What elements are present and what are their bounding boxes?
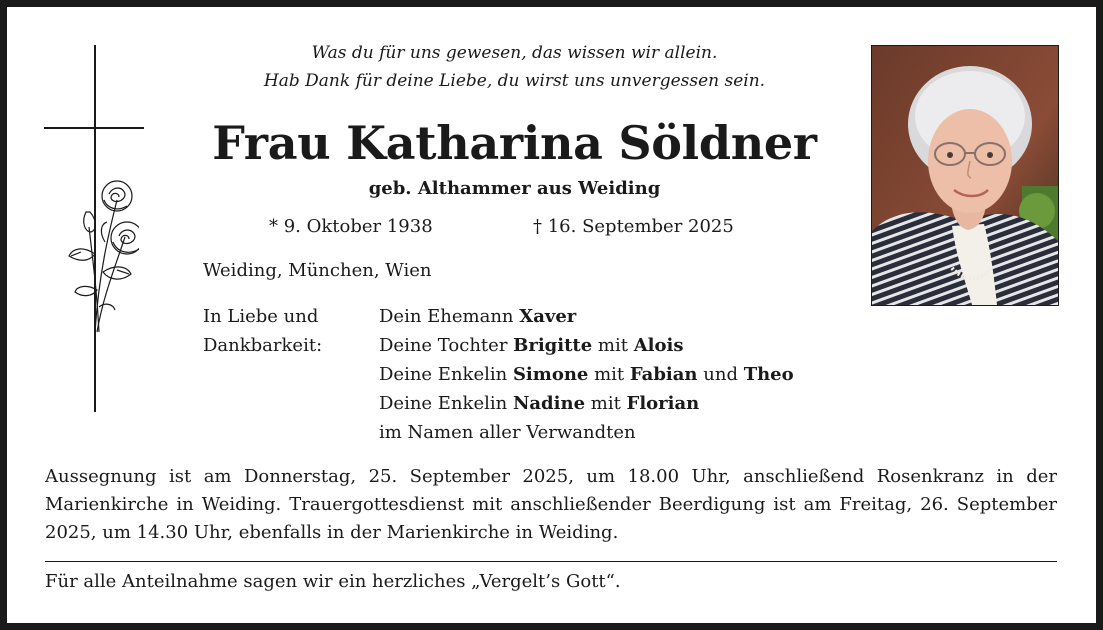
mourner-text: Deine Enkelin — [379, 393, 513, 414]
birth-name: geb. Althammer aus Weiding — [368, 178, 661, 199]
mourner-text: Dein Ehemann — [379, 306, 520, 327]
mourners-list — [379, 302, 794, 447]
mourner-text: mit — [585, 393, 627, 414]
mourner-name: Fabian — [629, 364, 698, 385]
service-details: Aussegnung ist am Donnerstag, 25. September 2025, um 18.00 Uhr, anschließend Rosenkranz in der Marienkirche in Weiding. Trauergottesdienst mit anschließender Beerdigung ist am Freitag, 26. September 2025, um 14.30 Uhr, ebenfalls in der Marienkirche in Weiding. — [45, 466, 1057, 543]
mourner-line — [379, 360, 794, 389]
mourners-label-line-1: In Liebe und — [203, 306, 319, 327]
mourner-name: Simone — [512, 364, 589, 385]
death-date: † 16. September 2025 — [533, 216, 734, 237]
mourner-line — [379, 418, 794, 447]
mourner-name: Brigitte — [513, 335, 593, 356]
deceased-name: Frau Katharina Söldner — [212, 116, 817, 170]
mourner-text: und — [697, 364, 744, 385]
mourners-label-line-2: Dankbarkeit: — [203, 335, 323, 356]
mourner-name: Florian — [626, 393, 700, 414]
cross-horizontal-bar — [44, 127, 144, 129]
mourner-name: Nadine — [512, 393, 586, 414]
places: Weiding, München, Wien — [203, 260, 432, 281]
portrait-photo — [871, 45, 1059, 306]
mourner-text: Deine Enkelin — [379, 364, 513, 385]
mourner-name: Theo — [743, 364, 794, 385]
mourner-line — [379, 389, 794, 418]
roses-icon — [59, 172, 139, 337]
divider — [45, 561, 1057, 562]
mourner-name: Xaver — [519, 306, 577, 327]
mourner-line — [379, 331, 794, 360]
mourner-name: Alois — [633, 335, 684, 356]
birth-date: * 9. Oktober 1938 — [269, 216, 433, 237]
obituary-card — [7, 7, 1096, 623]
quote-line-1: Was du für uns gewesen, das wissen wir allein. — [311, 43, 718, 63]
mourner-line — [379, 302, 794, 331]
mourner-text: im Namen aller Verwandten — [379, 422, 636, 443]
mourner-text: mit — [592, 335, 634, 356]
mourner-text: Deine Tochter — [379, 335, 514, 356]
quote-line-2: Hab Dank für deine Liebe, du wirst uns unvergessen sein. — [263, 71, 766, 91]
mourner-text: mit — [588, 364, 630, 385]
thanks-note: Für alle Anteilnahme sagen wir ein herzliches „Vergelt’s Gott“. — [45, 571, 621, 592]
